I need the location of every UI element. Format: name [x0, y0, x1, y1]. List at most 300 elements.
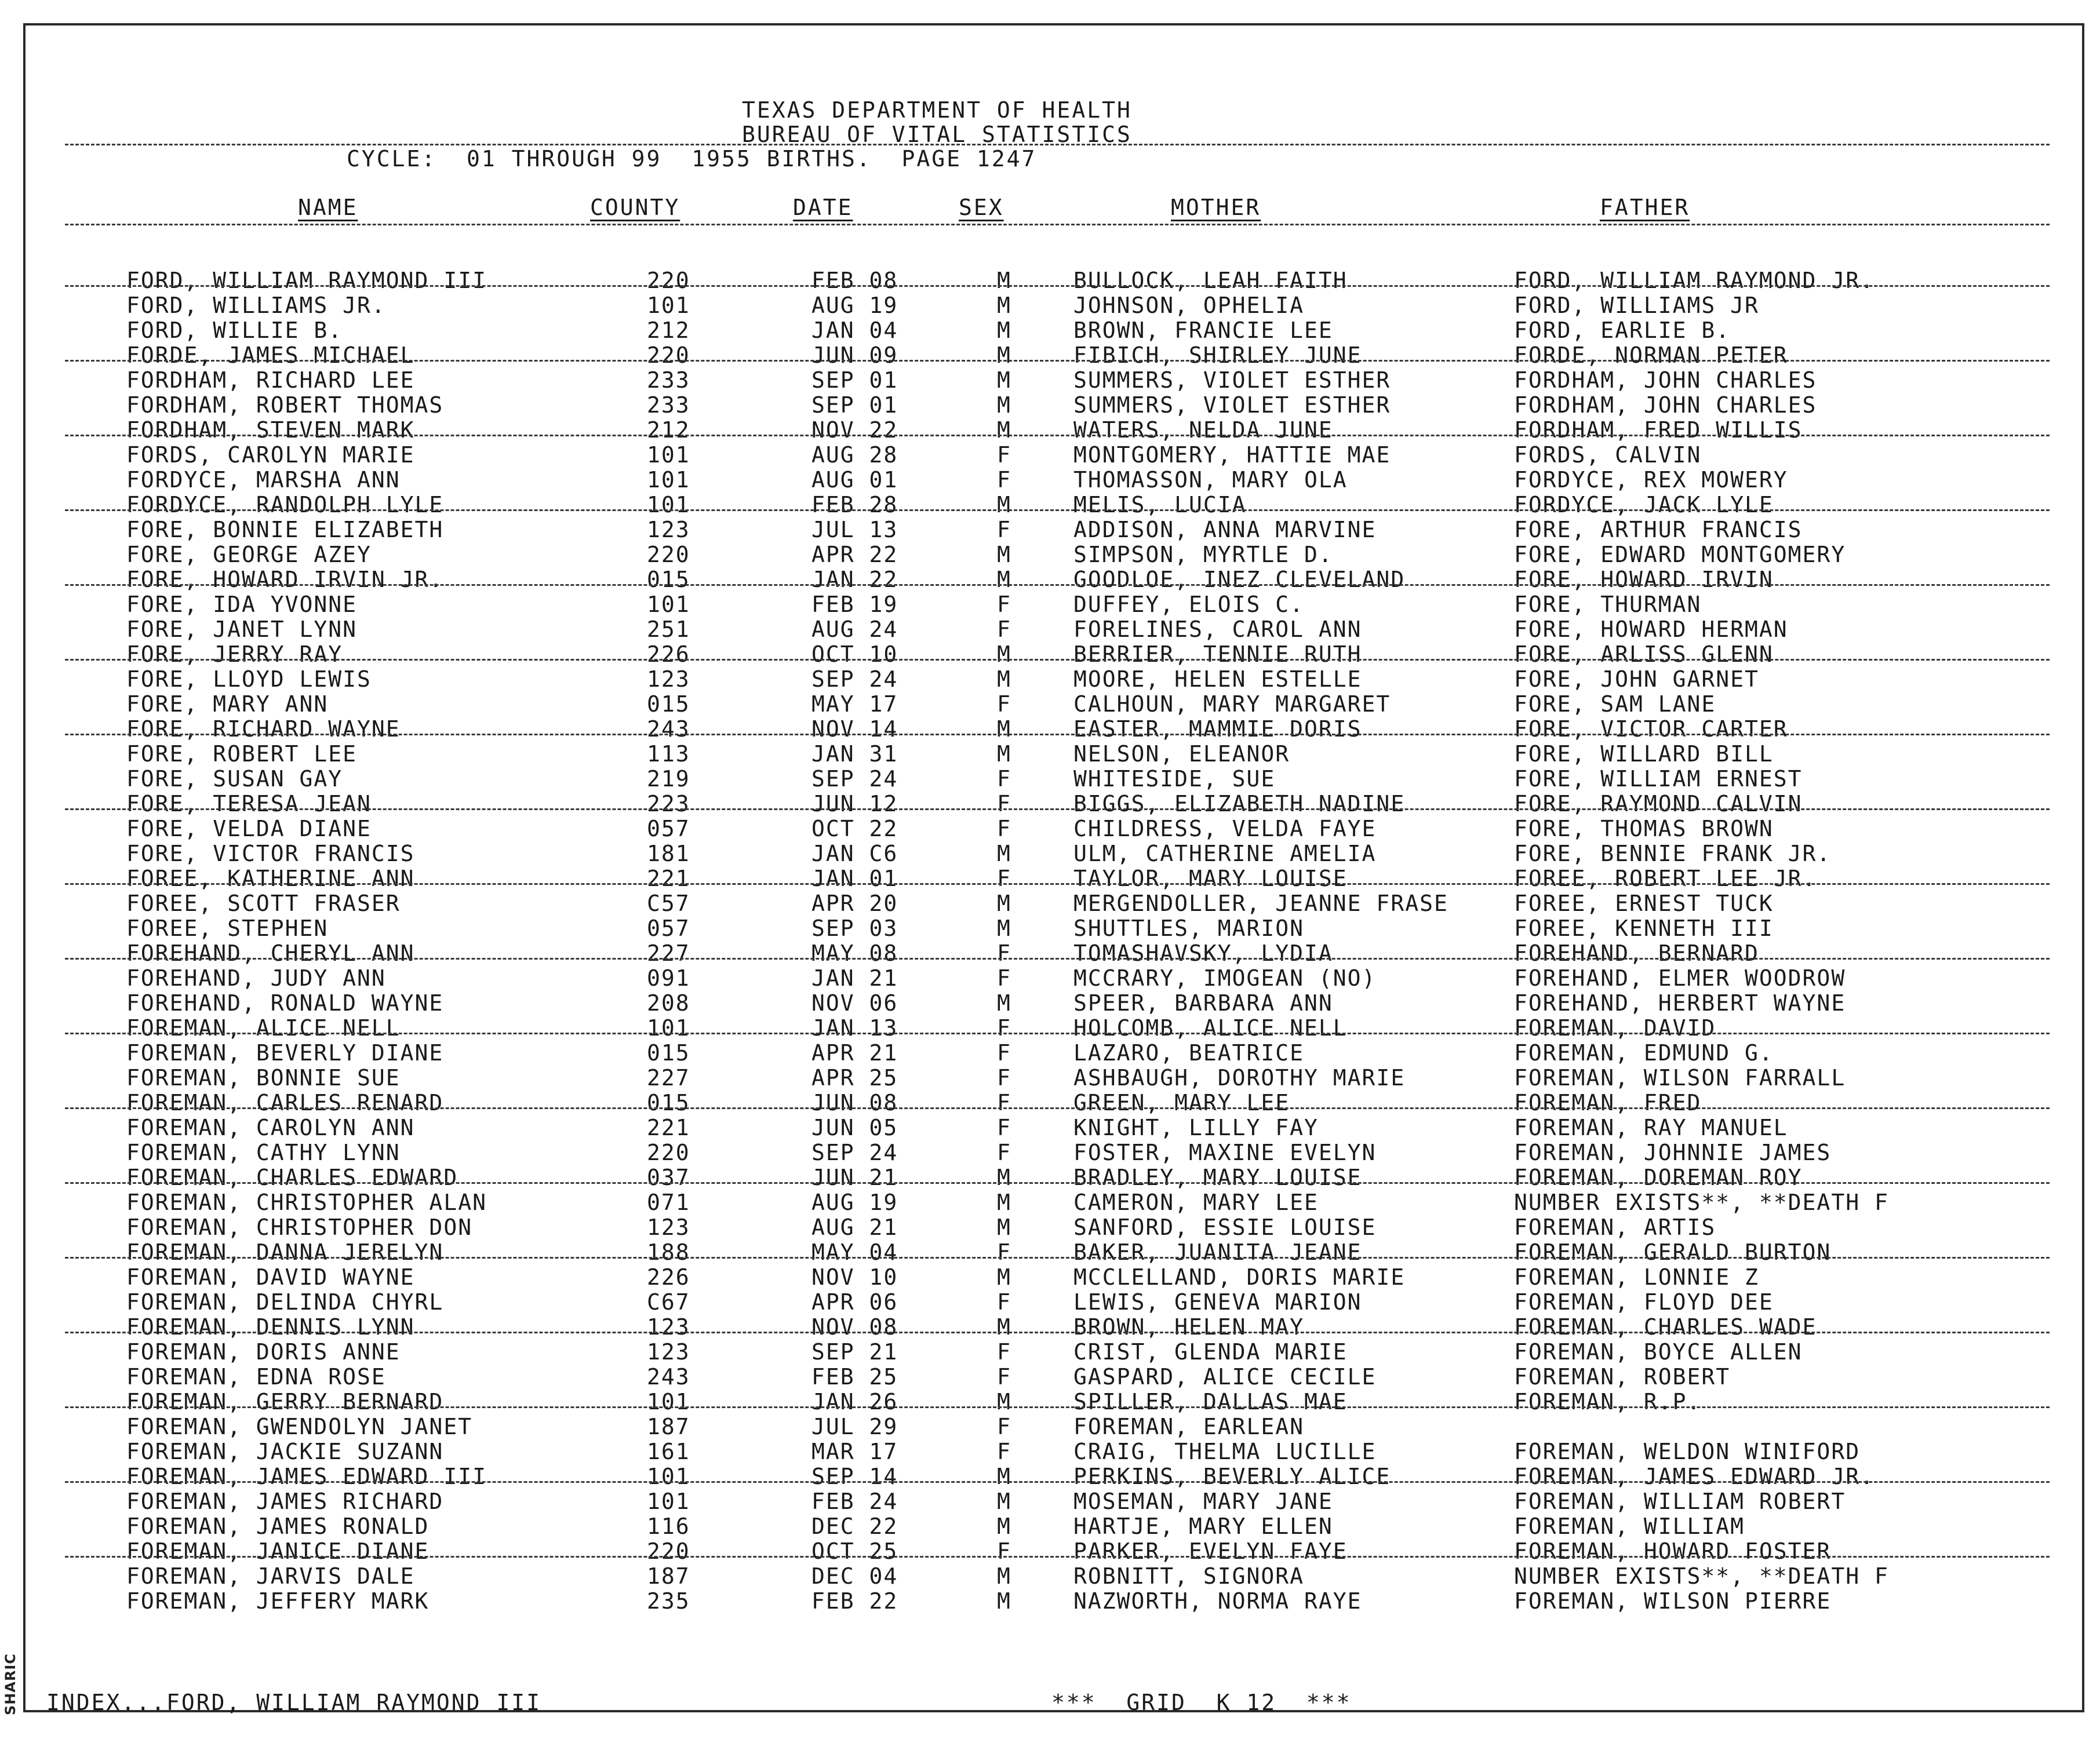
cell-sex: M	[997, 1215, 1011, 1240]
cell-mother: SPEER, BARBARA ANN	[1073, 990, 1333, 1016]
cell-sex: M	[997, 417, 1011, 443]
cell-date: DEC 22	[811, 1514, 898, 1539]
cell-father: FOREMAN, WILLIAM	[1514, 1514, 1745, 1539]
document-frame	[23, 23, 2084, 1715]
cell-sex: M	[997, 741, 1011, 767]
cell-name: FOREMAN, EDNA ROSE	[126, 1364, 386, 1390]
table-row	[26, 293, 2087, 318]
cell-father: FOREHAND, ELMER WOODROW	[1514, 965, 1846, 991]
cell-mother: TOMASHAVSKY, LYDIA	[1073, 940, 1333, 966]
cell-mother: BRADLEY, MARY LOUISE	[1073, 1165, 1362, 1190]
cell-county: 091	[647, 965, 690, 991]
cell-sex: F	[997, 592, 1011, 617]
table-row	[26, 1040, 2087, 1065]
cell-father: FORE, ARLISS GLENN	[1514, 641, 1774, 667]
cell-county: 187	[647, 1414, 690, 1439]
table-row	[26, 1314, 2087, 1339]
footer-grid: *** GRID K 12 ***	[1051, 1690, 1352, 1715]
cell-county: 226	[647, 1264, 690, 1290]
cell-date: APR 25	[811, 1065, 898, 1091]
cell-date: NOV 22	[811, 417, 898, 443]
cell-county: 101	[647, 467, 690, 493]
cell-county: 015	[647, 567, 690, 592]
cell-name: FORE, BONNIE ELIZABETH	[126, 517, 444, 542]
cell-name: FORDE, JAMES MICHAEL	[126, 342, 415, 368]
cell-county: 015	[647, 1090, 690, 1115]
cell-sex: M	[997, 990, 1011, 1016]
cell-sex: M	[997, 1464, 1011, 1489]
table-row	[26, 990, 2087, 1015]
cell-sex: F	[997, 1289, 1011, 1315]
cell-date: FEB 25	[811, 1364, 898, 1390]
cell-name: FORE, LLOYD LEWIS	[126, 666, 372, 692]
cell-mother: KNIGHT, LILLY FAY	[1073, 1115, 1319, 1140]
cell-sex: M	[997, 542, 1011, 567]
cell-father: FORDYCE, REX MOWERY	[1514, 467, 1788, 493]
cell-sex: M	[997, 318, 1011, 343]
table-row	[26, 318, 2087, 342]
cell-date: JAN 01	[811, 866, 898, 891]
cell-sex: M	[997, 1563, 1011, 1589]
cell-mother: CAMERON, MARY LEE	[1073, 1190, 1319, 1215]
cell-county: 057	[647, 916, 690, 941]
cell-date: MAY 08	[811, 940, 898, 966]
cell-mother: PARKER, EVELYN FAYE	[1073, 1539, 1348, 1564]
cell-mother: SIMPSON, MYRTLE D.	[1073, 542, 1333, 567]
header-department: TEXAS DEPARTMENT OF HEALTH	[742, 97, 1132, 123]
cell-county: 101	[647, 1464, 690, 1489]
cell-name: FOREMAN, BONNIE SUE	[126, 1065, 401, 1091]
cell-date: SEP 24	[811, 1140, 898, 1165]
side-stamp-label: SHARIC	[2, 1653, 19, 1715]
cell-name: FOREMAN, JACKIE SUZANN	[126, 1439, 444, 1464]
cell-father: FOREMAN, WILSON FARRALL	[1514, 1065, 1846, 1091]
table-row	[26, 791, 2087, 816]
cell-name: FORDS, CAROLYN MARIE	[126, 442, 415, 468]
cell-name: FOREMAN, CARLES RENARD	[126, 1090, 444, 1115]
cell-name: FOREMAN, DORIS ANNE	[126, 1339, 401, 1365]
table-row	[26, 492, 2087, 517]
cell-sex: F	[997, 1090, 1011, 1115]
cell-father: FOREMAN, FRED	[1514, 1090, 1702, 1115]
cell-father: FOREMAN, WILSON PIERRE	[1514, 1588, 1832, 1614]
cell-name: FOREHAND, CHERYL ANN	[126, 940, 415, 966]
cell-father: FOREMAN, BOYCE ALLEN	[1514, 1339, 1803, 1365]
cell-sex: M	[997, 716, 1011, 742]
cell-sex: M	[997, 666, 1011, 692]
cell-date: APR 21	[811, 1040, 898, 1066]
cell-sex: F	[997, 1364, 1011, 1390]
cell-sex: M	[997, 1190, 1011, 1215]
table-row	[26, 691, 2087, 716]
cell-father: FORDYCE, JACK LYLE	[1514, 492, 1774, 517]
cell-sex: F	[997, 1140, 1011, 1165]
cell-father: FORDHAM, JOHN CHARLES	[1514, 367, 1817, 393]
table-row	[26, 417, 2087, 442]
cell-county: 243	[647, 716, 690, 742]
cell-mother: SUMMERS, VIOLET ESTHER	[1073, 392, 1391, 418]
column-header-county: COUNTY	[590, 195, 680, 220]
cell-father: FORE, HOWARD IRVIN	[1514, 567, 1774, 592]
cell-mother: BULLOCK, LEAH FAITH	[1073, 268, 1348, 293]
cell-county: 212	[647, 318, 690, 343]
cell-name: FORE, VELDA DIANE	[126, 816, 372, 841]
cell-mother: JOHNSON, OPHELIA	[1073, 293, 1305, 318]
cell-father: FORDE, NORMAN PETER	[1514, 342, 1788, 368]
cell-father: FOREMAN, FLOYD DEE	[1514, 1289, 1774, 1315]
column-header-name: NAME	[298, 195, 358, 220]
cell-date: JAN 26	[811, 1389, 898, 1414]
cell-sex: M	[997, 1165, 1011, 1190]
cell-county: 161	[647, 1439, 690, 1464]
table-row	[26, 1539, 2087, 1563]
table-row	[26, 392, 2087, 417]
cell-county: 220	[647, 1140, 690, 1165]
cell-county: 123	[647, 517, 690, 542]
cell-county: 188	[647, 1239, 690, 1265]
cell-date: OCT 10	[811, 641, 898, 667]
cell-county: 220	[647, 342, 690, 368]
cell-name: FOREMAN, BEVERLY DIANE	[126, 1040, 444, 1066]
table-row	[26, 1364, 2087, 1389]
cell-mother: MELIS, LUCIA	[1073, 492, 1247, 517]
cell-mother: EASTER, MAMMIE DORIS	[1073, 716, 1362, 742]
cell-county: 037	[647, 1165, 690, 1190]
cell-date: SEP 03	[811, 916, 898, 941]
cell-father: FOREMAN, WELDON WINIFORD	[1514, 1439, 1861, 1464]
cell-county: 123	[647, 1314, 690, 1340]
cell-name: FORE, MARY ANN	[126, 691, 329, 717]
cell-mother: PERKINS, BEVERLY ALICE	[1073, 1464, 1391, 1489]
table-row	[26, 641, 2087, 666]
cell-sex: M	[997, 342, 1011, 368]
cell-county: 233	[647, 392, 690, 418]
cell-county: 233	[647, 367, 690, 393]
cell-county: 123	[647, 666, 690, 692]
cell-date: APR 06	[811, 1289, 898, 1315]
cell-date: AUG 01	[811, 467, 898, 493]
cell-mother: NELSON, ELEANOR	[1073, 741, 1290, 767]
cell-date: SEP 24	[811, 666, 898, 692]
cell-county: 101	[647, 442, 690, 468]
cell-name: FORD, WILLIAM RAYMOND III	[126, 268, 487, 293]
cell-county: 208	[647, 990, 690, 1016]
table-row	[26, 1165, 2087, 1190]
cell-name: FORDHAM, RICHARD LEE	[126, 367, 415, 393]
cell-father: FORE, ARTHUR FRANCIS	[1514, 517, 1803, 542]
table-row	[26, 467, 2087, 492]
cell-mother: FORELINES, CAROL ANN	[1073, 617, 1362, 642]
cell-mother: GASPARD, ALICE CECILE	[1073, 1364, 1377, 1390]
cell-father: FORD, EARLIE B.	[1514, 318, 1731, 343]
cell-father: FORD, WILLIAMS JR	[1514, 293, 1759, 318]
cell-mother: WHITESIDE, SUE	[1073, 766, 1276, 792]
cell-mother: FOSTER, MAXINE EVELYN	[1073, 1140, 1377, 1165]
cell-mother: ROBNITT, SIGNORA	[1073, 1563, 1305, 1589]
cell-name: FOREMAN, JAMES RICHARD	[126, 1489, 444, 1514]
cell-father: FORE, BENNIE FRANK JR.	[1514, 841, 1832, 866]
table-row	[26, 891, 2087, 916]
cell-sex: F	[997, 940, 1011, 966]
cell-mother: CRIST, GLENDA MARIE	[1073, 1339, 1348, 1365]
cell-name: FORE, TERESA JEAN	[126, 791, 372, 816]
cell-mother: ASHBAUGH, DOROTHY MARIE	[1073, 1065, 1406, 1091]
cell-father: NUMBER EXISTS**, **DEATH F	[1514, 1563, 1889, 1589]
cell-father: FOREMAN, CHARLES WADE	[1514, 1314, 1817, 1340]
cell-mother: BIGGS, ELIZABETH NADINE	[1073, 791, 1406, 816]
table-row	[26, 1215, 2087, 1239]
cell-date: SEP 01	[811, 392, 898, 418]
cell-father: FORDHAM, JOHN CHARLES	[1514, 392, 1817, 418]
cell-sex: M	[997, 392, 1011, 418]
cell-sex: F	[997, 1439, 1011, 1464]
table-row	[26, 965, 2087, 990]
cell-sex: M	[997, 1588, 1011, 1614]
cell-father: FORE, EDWARD MONTGOMERY	[1514, 542, 1846, 567]
cell-date: SEP 21	[811, 1339, 898, 1365]
cell-sex: M	[997, 268, 1011, 293]
header-bureau: BUREAU OF VITAL STATISTICS	[742, 122, 1132, 147]
cell-county: 187	[647, 1563, 690, 1589]
cell-mother: MCCLELLAND, DORIS MARIE	[1073, 1264, 1406, 1290]
table-row	[26, 1439, 2087, 1464]
cell-date: JAN 22	[811, 567, 898, 592]
cell-sex: M	[997, 891, 1011, 916]
cell-mother: BROWN, FRANCIE LEE	[1073, 318, 1333, 343]
cell-name: FOREMAN, CHARLES EDWARD	[126, 1165, 458, 1190]
cell-father: NUMBER EXISTS**, **DEATH F	[1514, 1190, 1889, 1215]
cell-date: FEB 19	[811, 592, 898, 617]
cell-mother: BAKER, JUANITA JEANE	[1073, 1239, 1362, 1265]
cell-county: 227	[647, 940, 690, 966]
cell-mother: NAZWORTH, NORMA RAYE	[1073, 1588, 1362, 1614]
cell-date: JAN 13	[811, 1015, 898, 1041]
cell-date: SEP 24	[811, 766, 898, 792]
table-row	[26, 592, 2087, 617]
cell-mother: TAYLOR, MARY LOUISE	[1073, 866, 1348, 891]
cell-name: FOREMAN, CHRISTOPHER ALAN	[126, 1190, 487, 1215]
table-row	[26, 1090, 2087, 1115]
table-row	[26, 1065, 2087, 1090]
cell-mother: FOREMAN, EARLEAN	[1073, 1414, 1305, 1439]
table-row	[26, 866, 2087, 891]
cell-father: FOREMAN, LONNIE Z	[1514, 1264, 1759, 1290]
cell-father: FORDS, CALVIN	[1514, 442, 1702, 468]
cell-county: 226	[647, 641, 690, 667]
table-row	[26, 617, 2087, 641]
cell-mother: ULM, CATHERINE AMELIA	[1073, 841, 1377, 866]
cell-mother: MONTGOMERY, HATTIE MAE	[1073, 442, 1391, 468]
cell-date: OCT 25	[811, 1539, 898, 1564]
column-header-mother: MOTHER	[1171, 195, 1261, 220]
cell-father: FOREMAN, ARTIS	[1514, 1215, 1716, 1240]
cell-county: 057	[647, 816, 690, 841]
cell-name: FORE, GEORGE AZEY	[126, 542, 372, 567]
table-row	[26, 1190, 2087, 1215]
cell-county: 243	[647, 1364, 690, 1390]
table-row	[26, 1464, 2087, 1489]
cell-father: FOREMAN, WILLIAM ROBERT	[1514, 1489, 1846, 1514]
cell-date: JUN 12	[811, 791, 898, 816]
cell-father: FOREE, ROBERT LEE JR.	[1514, 866, 1817, 891]
cell-father: FOREE, ERNEST TUCK	[1514, 891, 1774, 916]
cell-father: FORDHAM, FRED WILLIS	[1514, 417, 1803, 443]
cell-mother: WATERS, NELDA JUNE	[1073, 417, 1333, 443]
cell-name: FORDHAM, ROBERT THOMAS	[126, 392, 444, 418]
cell-father: FOREMAN, DOREMAN ROY	[1514, 1165, 1803, 1190]
column-header-sex: SEX	[959, 195, 1004, 220]
cell-mother: CALHOUN, MARY MARGARET	[1073, 691, 1391, 717]
cell-date: JUN 21	[811, 1165, 898, 1190]
table-row	[26, 517, 2087, 542]
cell-county: 101	[647, 1015, 690, 1041]
cell-name: FOREMAN, CAROLYN ANN	[126, 1115, 415, 1140]
cell-sex: F	[997, 1115, 1011, 1140]
cell-mother: FIBICH, SHIRLEY JUNE	[1073, 342, 1362, 368]
cell-name: FORE, RICHARD WAYNE	[126, 716, 401, 742]
cell-sex: F	[997, 1539, 1011, 1564]
table-row	[26, 1015, 2087, 1040]
cell-county: 181	[647, 841, 690, 866]
cell-county: 220	[647, 542, 690, 567]
table-row	[26, 1414, 2087, 1439]
cell-sex: M	[997, 293, 1011, 318]
cell-county: 221	[647, 1115, 690, 1140]
cell-date: SEP 01	[811, 367, 898, 393]
cell-date: JAN 04	[811, 318, 898, 343]
table-row	[26, 741, 2087, 766]
cell-name: FOREE, STEPHEN	[126, 916, 329, 941]
cell-date: FEB 08	[811, 268, 898, 293]
cell-name: FORE, ROBERT LEE	[126, 741, 358, 767]
cell-name: FORDYCE, RANDOLPH LYLE	[126, 492, 444, 517]
cell-sex: F	[997, 791, 1011, 816]
table-row	[26, 268, 2087, 293]
cell-sex: M	[997, 367, 1011, 393]
cell-date: OCT 22	[811, 816, 898, 841]
cell-name: FOREMAN, JAMES RONALD	[126, 1514, 430, 1539]
cell-date: NOV 10	[811, 1264, 898, 1290]
cell-name: FORE, JERRY RAY	[126, 641, 343, 667]
cell-father: FOREMAN, JAMES EDWARD JR.	[1514, 1464, 1875, 1489]
cell-county: 219	[647, 766, 690, 792]
cell-sex: F	[997, 816, 1011, 841]
cell-father: FORE, JOHN GARNET	[1514, 666, 1759, 692]
cell-sex: M	[997, 641, 1011, 667]
cell-date: AUG 19	[811, 1190, 898, 1215]
cell-name: FOREE, SCOTT FRASER	[126, 891, 401, 916]
cell-sex: F	[997, 467, 1011, 493]
cell-father: FOREE, KENNETH III	[1514, 916, 1774, 941]
table-row	[26, 342, 2087, 367]
cell-mother: HOLCOMB, ALICE NELL	[1073, 1015, 1348, 1041]
table-row	[26, 666, 2087, 691]
cell-name: FOREMAN, GWENDOLYN JANET	[126, 1414, 473, 1439]
cell-mother: SANFORD, ESSIE LOUISE	[1073, 1215, 1377, 1240]
cell-name: FOREE, KATHERINE ANN	[126, 866, 415, 891]
cell-mother: GREEN, MARY LEE	[1073, 1090, 1290, 1115]
cell-name: FOREMAN, CHRISTOPHER DON	[126, 1215, 473, 1240]
cell-father: FORE, SAM LANE	[1514, 691, 1716, 717]
cell-sex: F	[997, 1239, 1011, 1265]
cell-father: FOREMAN, GERALD BURTON	[1514, 1239, 1832, 1265]
cell-county: 123	[647, 1339, 690, 1365]
cell-date: MAY 04	[811, 1239, 898, 1265]
table-row	[26, 367, 2087, 392]
birth-records-table	[26, 268, 2087, 1613]
cell-name: FORE, JANET LYNN	[126, 617, 358, 642]
cell-date: JUN 09	[811, 342, 898, 368]
cell-date: AUG 19	[811, 293, 898, 318]
cell-mother: MOSEMAN, MARY JANE	[1073, 1489, 1333, 1514]
header-cycle: CYCLE: 01 THROUGH 99 1955 BIRTHS. PAGE 1247	[347, 146, 1037, 172]
table-row	[26, 1339, 2087, 1364]
cell-name: FOREHAND, RONALD WAYNE	[126, 990, 444, 1016]
cell-father: FOREMAN, R.P.	[1514, 1389, 1702, 1414]
table-row	[26, 816, 2087, 841]
cell-date: FEB 24	[811, 1489, 898, 1514]
cell-sex: M	[997, 1389, 1011, 1414]
cell-mother: MERGENDOLLER, JEANNE FRASE	[1073, 891, 1448, 916]
cell-date: DEC 04	[811, 1563, 898, 1589]
cell-mother: ADDISON, ANNA MARVINE	[1073, 517, 1377, 542]
cell-sex: M	[997, 492, 1011, 517]
cell-name: FOREMAN, JARVIS DALE	[126, 1563, 415, 1589]
table-row	[26, 542, 2087, 567]
cell-father: FORE, THOMAS BROWN	[1514, 816, 1774, 841]
cell-sex: F	[997, 965, 1011, 991]
cell-name: FOREMAN, DELINDA CHYRL	[126, 1289, 444, 1315]
cell-name: FOREMAN, JAMES EDWARD III	[126, 1464, 487, 1489]
cell-date: AUG 21	[811, 1215, 898, 1240]
cell-county: 235	[647, 1588, 690, 1614]
cell-date: NOV 06	[811, 990, 898, 1016]
cell-mother: MOORE, HELEN ESTELLE	[1073, 666, 1362, 692]
cell-father: FORE, THURMAN	[1514, 592, 1702, 617]
cell-county: 220	[647, 268, 690, 293]
cell-date: JAN 31	[811, 741, 898, 767]
cell-county: C57	[647, 891, 690, 916]
cell-sex: F	[997, 766, 1011, 792]
cell-county: 101	[647, 1489, 690, 1514]
cell-county: 101	[647, 1389, 690, 1414]
cell-mother: SHUTTLES, MARION	[1073, 916, 1305, 941]
cell-father: FOREMAN, EDMUND G.	[1514, 1040, 1774, 1066]
cell-mother: LAZARO, BEATRICE	[1073, 1040, 1305, 1066]
cell-father: FORD, WILLIAM RAYMOND JR.	[1514, 268, 1875, 293]
cell-date: MAR 17	[811, 1439, 898, 1464]
table-row	[26, 1115, 2087, 1140]
column-header-rule	[65, 224, 2050, 225]
cell-name: FORE, VICTOR FRANCIS	[126, 841, 415, 866]
cell-mother: CHILDRESS, VELDA FAYE	[1073, 816, 1377, 841]
table-row	[26, 1264, 2087, 1289]
cell-mother: DUFFEY, ELOIS C.	[1073, 592, 1305, 617]
cell-date: JAN C6	[811, 841, 898, 866]
cell-sex: F	[997, 866, 1011, 891]
cell-date: NOV 08	[811, 1314, 898, 1340]
column-header-father: FATHER	[1600, 195, 1690, 220]
cell-name: FORDHAM, STEVEN MARK	[126, 417, 415, 443]
table-row	[26, 766, 2087, 791]
cell-father: FORE, VICTOR CARTER	[1514, 716, 1788, 742]
cell-father: FOREMAN, HOWARD FOSTER	[1514, 1539, 1832, 1564]
cell-sex: F	[997, 691, 1011, 717]
cell-date: AUG 24	[811, 617, 898, 642]
cell-mother: MCCRARY, IMOGEAN (NO)	[1073, 965, 1377, 991]
cell-date: FEB 22	[811, 1588, 898, 1614]
cell-father: FOREHAND, HERBERT WAYNE	[1514, 990, 1846, 1016]
